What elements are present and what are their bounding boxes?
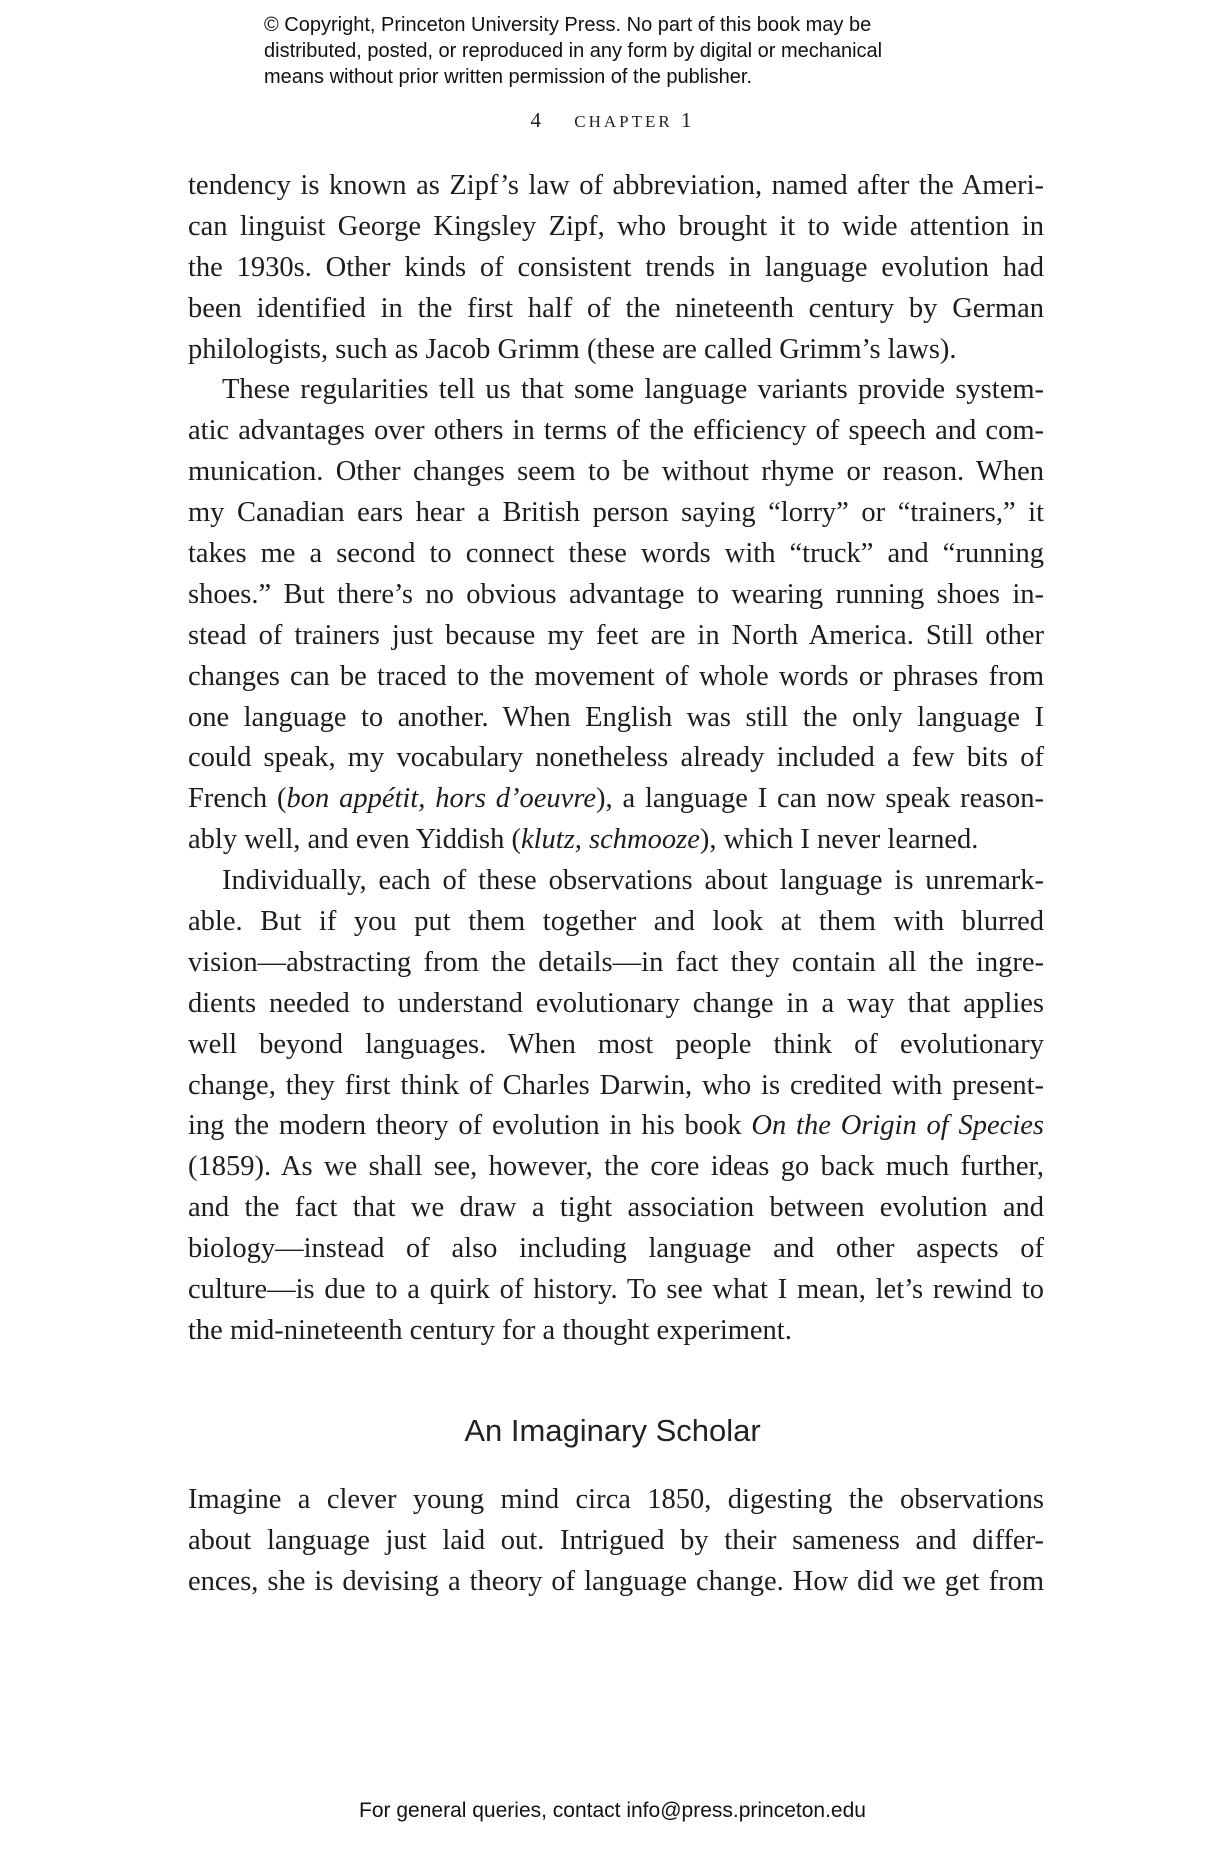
text-run: ), a language I can now speak reason-	[596, 783, 1044, 815]
italic-phrase: bon appétit, hors d’oeuvre	[286, 783, 596, 815]
copyright-line: distributed, posted, or reproduced in any form by digital or mechanical	[264, 40, 883, 62]
text-run: ably well, and even Yiddish (	[188, 824, 521, 856]
text-line: vision—abstracting from the details—in fact they contain all the ingre-	[188, 946, 1044, 978]
chapter-label: CHAPTER	[574, 112, 673, 131]
text-line: well beyond languages. When most people think of evolutionary	[188, 1028, 1044, 1060]
text-line: (1859). As we shall see, however, the core ideas go back much further,	[188, 1151, 1044, 1183]
running-head	[0, 108, 1225, 133]
text-line: Individually, each of these observations about language is unremark-	[222, 865, 1044, 897]
book-title: On the Origin of Species	[751, 1110, 1044, 1142]
italic-phrase: klutz, schmooze	[520, 824, 700, 856]
paragraph	[188, 861, 1044, 1352]
text-line: and the fact that we draw a tight association between evolution and	[188, 1192, 1044, 1224]
text-line: change, they first think of Charles Darwin, who is credited with present-	[188, 1069, 1044, 1101]
text-line: the mid-nineteenth century for a thought experiment.	[188, 1314, 792, 1346]
text-line: able. But if you put them together and look at them with blurred	[188, 906, 1044, 938]
text-line: stead of trainers just because my feet are in North America. Still other	[188, 619, 1044, 651]
text-run: ), which I never learned.	[699, 824, 979, 856]
text-line: the 1930s. Other kinds of consistent trends in language evolution had	[188, 251, 1044, 283]
text-line: one language to another. When English was still the only language I	[188, 701, 1044, 733]
text-line: my Canadian ears hear a British person saying “lorry” or “trainers,” it	[188, 497, 1044, 529]
text-line: culture—is due to a quirk of history. To see what I mean, let’s rewind to	[188, 1274, 1044, 1306]
text-line: tendency is known as Zipf’s law of abbreviation, named after the Ameri-	[188, 170, 1044, 201]
text-line: Imagine a clever young mind circa 1850, digesting the observations	[188, 1484, 1044, 1515]
text-line: been identified in the first half of the nineteenth century by German	[188, 292, 1044, 324]
text-line: could speak, my vocabulary nonetheless already included a few bits of	[188, 742, 1044, 774]
text-line: These regularities tell us that some language variants provide system-	[222, 374, 1044, 406]
page-number: 4	[530, 108, 545, 132]
text-line	[188, 779, 1044, 820]
text-line: shoes.” But there’s no obvious advantage to wearing running shoes in-	[188, 578, 1044, 610]
text-line: ences, she is devising a theory of language change. How did we get from	[188, 1565, 1044, 1597]
text-line: atic advantages over others in terms of the efficiency of speech and com-	[188, 415, 1044, 447]
text-line: about language just laid out. Intrigued by their sameness and differ-	[188, 1524, 1044, 1556]
copyright-line: means without prior written permission of the publisher.	[264, 66, 753, 88]
paragraph	[188, 166, 1044, 370]
text-line	[188, 820, 1044, 861]
text-line: philologists, such as Jacob Grimm (these are called Grimm’s laws).	[188, 333, 957, 365]
text-line: can linguist George Kingsley Zipf, who brought it to wide attention in	[188, 210, 1044, 242]
footer-contact: For general queries, contact info@press.princeton.edu	[359, 1799, 866, 1822]
copyright-notice	[264, 12, 984, 90]
text-line	[188, 1106, 1044, 1147]
text-line: changes can be traced to the movement of whole words or phrases from	[188, 660, 1044, 692]
text-run: ing the modern theory of evolution in his book	[188, 1110, 752, 1142]
text-run: French (	[188, 783, 287, 815]
paragraph	[188, 1480, 1044, 1603]
copyright-line: © Copyright, Princeton University Press. No part of this book may be	[264, 14, 872, 36]
paragraph	[188, 370, 1044, 861]
text-line: takes me a second to connect these words with “truck” and “running	[188, 538, 1044, 570]
section-body	[188, 1480, 1044, 1603]
text-line: munication. Other changes seem to be without rhyme or reason. When	[188, 456, 1044, 488]
text-line: dients needed to understand evolutionary change in a way that applies	[188, 987, 1044, 1019]
section-heading: An Imaginary Scholar	[464, 1413, 761, 1448]
body-text	[188, 166, 1044, 1352]
chapter-number: 1	[680, 108, 695, 132]
text-line: biology—instead of also including language and other aspects of	[188, 1233, 1044, 1265]
